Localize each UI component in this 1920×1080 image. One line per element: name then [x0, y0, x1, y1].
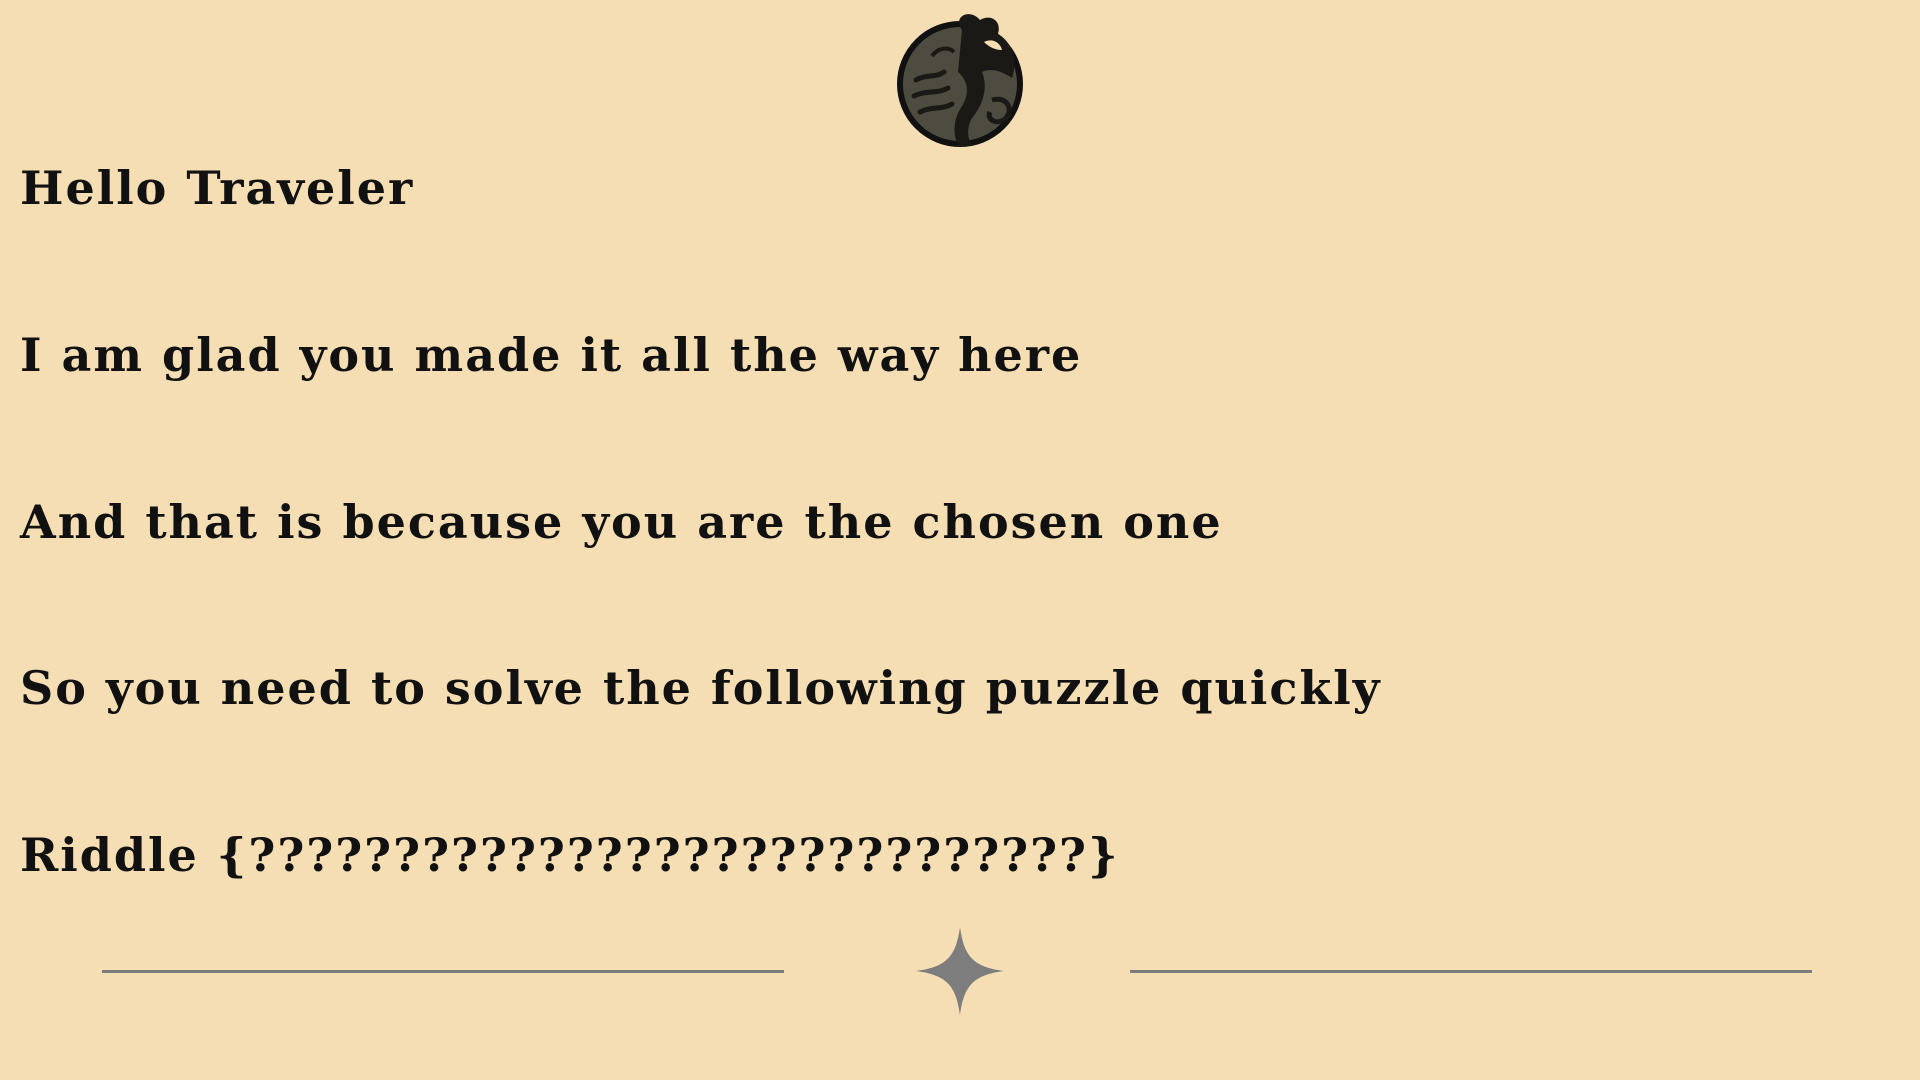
- text-line-2: I am glad you made it all the way here: [20, 328, 1083, 382]
- text-line-3: And that is because you are the chosen one: [20, 495, 1223, 549]
- text-line-1: Hello Traveler: [20, 161, 415, 215]
- four-point-star-icon: [916, 927, 1004, 1015]
- text-line-4: So you need to solve the following puzzle quickly: [20, 661, 1382, 715]
- riddle-line: Riddle {?????????????????????????????}: [20, 828, 1120, 882]
- divider-left-rule: [102, 970, 784, 973]
- divider-right-rule: [1130, 970, 1812, 973]
- dragon-emblem-icon: [892, 8, 1028, 148]
